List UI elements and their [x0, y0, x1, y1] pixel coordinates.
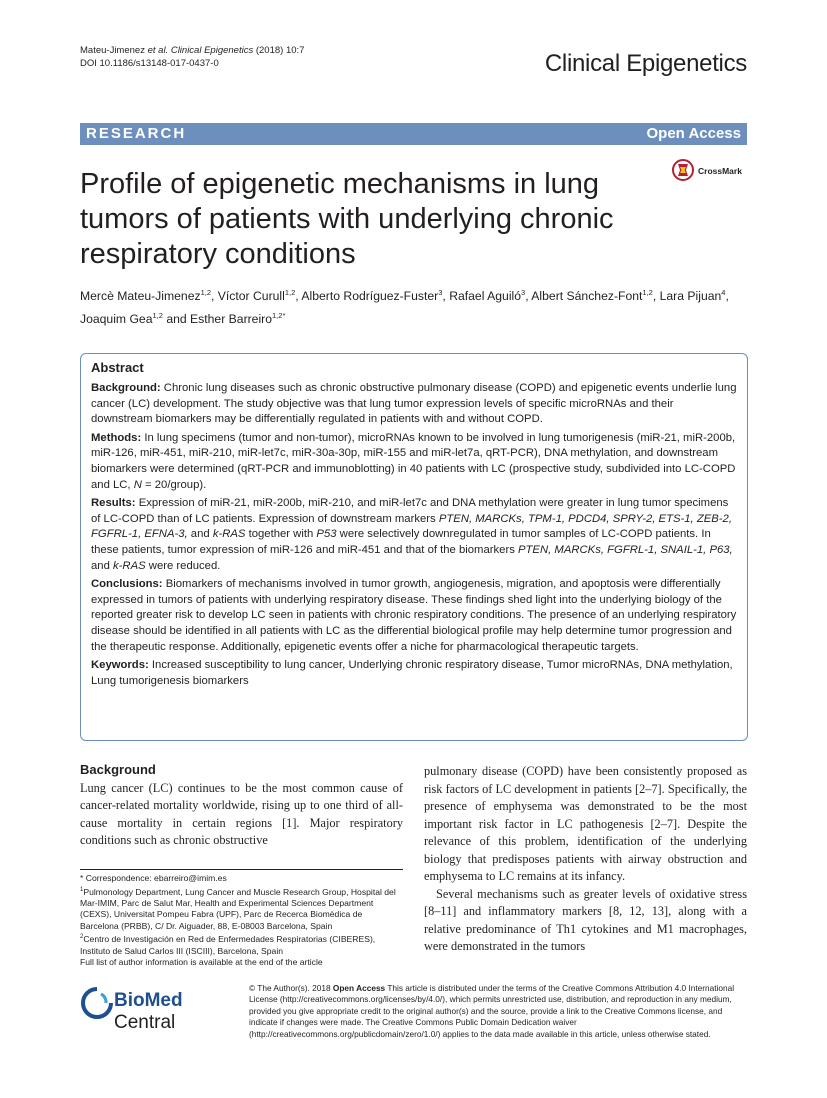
author-name[interactable]: Albert Sánchez-Font$^{1,2}$ [531, 288, 653, 304]
abstract-methods: Methods: In lung specimens (tumor and non-tumor), microRNAs known to be involved in lung tumorigenesis (miR-21, miR-200b, miR-126, miR-451, miR-210, miR-let7c, miR-30a-30p, miR-155 and miR-let7a, qRT-PCR), DNA methylation, and downstream biomarkers were determined (qRT-PCR and immunoblotting) in 40 patients with LC (prospective study, subdivided into LC-COPD and LC, N = 20/group). [91, 431, 736, 491]
author-affiliation: 1,2 [152, 311, 163, 321]
citation-line: Mateu-Jimenez et al. Clinical Epigenetics (2018) 10:7 [80, 45, 305, 56]
license-text: © The Author(s). 2018 Open Access This article is distributed under the terms of the Creative Commons Attribution 4.0 International License (http://creativecommons.org/licenses/by/4.0/), which permits unrestricted use, distribution, and reproduction in any medium, provided you give appropriate credit to the original author(s) and the source, provide a link to the Creative Commons license, and indicate if changes were made. The Creative Commons Public Domain Dedication waiver (http://creativecommons.org/publicdomain/zero/1.0/) applies to the data made available in this article, unless otherwise stated. [249, 983, 735, 1039]
author-name[interactable]: Rafael Aguiló$^3$ [449, 288, 526, 304]
body-paragraph: Lung cancer (LC) continues to be the most common cause of cancer-related mortality worldwide, rising up to one third of all-cause mortality in certain regions [1]. Major respiratory conditions such as chronic obstructive [80, 780, 403, 847]
body-left-column [80, 761, 403, 850]
crossmark-badge[interactable] [672, 158, 762, 186]
affiliation-2: $^2$Centro de Investigación en Red de Enfermedades Respiratorias (CIBERES), Instituto de Salud Carlos III (ISCIII), Barcelona, Spain [80, 934, 376, 956]
author-affiliation: 3 [438, 288, 443, 297]
biomed-central-logo [80, 986, 240, 1033]
body-paragraph: Several mechanisms such as greater levels of oxidative stress [8–11] and inflammatory markers [8, 12, 13], along with a relative predominance of Th1 cytokines and M1 macrophages, were demonstrated in the tumors [424, 886, 747, 953]
author-name[interactable]: Víctor Curull$^{1,2}$ [217, 288, 296, 304]
author-list: Mercè Mateu-Jimenez$^{1,2}$, Víctor Curull$^{1,2}$, Alberto Rodríguez-Fuster$^3$, Rafael Aguiló$^3$, Albert Sánchez-Font$^{1,2}$, Lara Pijuan$^4$, Joaquim Gea$^{1,2}$ and Esther Barreiro$^{1,2*}$ [80, 288, 729, 327]
abstract-background: Background: Chronic lung diseases such as chronic obstructive pulmonary disease (COPD) and epigenetic events underlie lung cancer (LC) development. The study objective was that lung tumor expression levels of specific microRNAs and their downstream biomarkers may be differentially regulated in patients with and without COPD. [91, 382, 737, 426]
doi[interactable]: DOI 10.1186/s13148-017-0437-0 [80, 58, 219, 69]
author-name[interactable]: Mercè Mateu-Jimenez$^{1,2}$ [80, 288, 211, 304]
abstract-results: Results: Expression of miR-21, miR-200b, miR-210, and miR-let7c and DNA methylation were greater in lung tumor specimens of LC-COPD than of LC patients. Expression of downstream markers PTEN, MARCKs, TPM-1, PDCD4, SPRY-2, ETS-1, ZEB-2, FGFRL-1, EFNA-3, and k-RAS together with P53 were selectively downregulated in tumor samples of LC-COPD patients. In these patients, tumor expression of miR-126 and miR-451 and that of the biomarkers PTEN, MARCKs, FGFRL-1, SNAIL-1, P63, and k-RAS were reduced. [91, 497, 733, 572]
citation-header [80, 44, 304, 70]
abstract-keywords: Keywords: Increased susceptibility to lung cancer, Underlying chronic respiratory disease, Tumor microRNAs, DNA methylation, Lung tumorigenesis biomarkers [91, 659, 733, 687]
author-affiliation: 1,2 [642, 288, 653, 297]
biomed-central-wordmark: BioMed Central [114, 990, 183, 1033]
section-label: RESEARCH [86, 125, 187, 142]
body-paragraph: pulmonary disease (COPD) have been consistently proposed as risk factors of LC development in patients [2–7]. Specifically, the presence of emphysema was demonstrated to be the most important risk factor in LC pathogenesis [2–7]. Despite the relevance of this problem, identification of the underlying biology that predisposes patients with airway obstruction and emphysema to LC remains at its infancy. [424, 764, 747, 883]
footnotes [80, 873, 403, 969]
abstract-heading: Abstract [91, 360, 144, 375]
abstract-conclusions: Conclusions: Biomarkers of mechanisms involved in tumor growth, angiogenesis, migration, and apoptosis were differentially expressed in tumors of patients with underlying respiratory disease. These findings shed light into the underlying biology of the reported greater risk to develop LC seen in patients with chronic respiratory conditions. The presence of an underlying respiratory disease should be identified in all patients with LC as the differential biological profile may help determine tumor progression and the therapeutic response. Additionally, epigenetic events offer a niche for pharmacological therapeutic targets. [91, 578, 737, 653]
author-affiliation: 4 [721, 288, 726, 297]
author-affiliation: 1,2* [272, 311, 286, 321]
footnote-divider [80, 869, 403, 870]
abstract-box [80, 353, 748, 741]
author-affiliation: 1,2 [284, 288, 296, 297]
article-title: Profile of epigenetic mechanisms in lung tumors of patients with underlying chronic respiratory conditions [80, 168, 614, 270]
open-access-label: Open Access [646, 125, 741, 142]
background-heading: Background [80, 762, 156, 777]
author-affiliation: 3 [521, 288, 526, 297]
author-name[interactable]: Joaquim Gea$^{1,2}$ [80, 311, 163, 327]
affiliation-1: $^1$Pulmonology Department, Lung Cancer and Muscle Research Group, Hospital del Mar-IMIM, Parc de Salut Mar, Health and Experimental Sciences Department (CEXS), Universitat Pompeu Fabra (UPF), Parc de Recerca Biomèdica de Barcelona (PRBB), C/ Dr. Aiguader, 88, E-08003 Barcelona, Spain [80, 886, 396, 931]
biomed-central-icon [80, 986, 114, 1020]
author-name[interactable]: Lara Pijuan$^4$ [659, 288, 726, 304]
journal-name: Clinical Epigenetics [544, 50, 747, 77]
crossmark-icon [672, 158, 694, 182]
full-list-note: Full list of author information is available at the end of the article [80, 957, 323, 968]
author-name[interactable]: Alberto Rodríguez-Fuster$^3$ [301, 288, 443, 304]
author-name[interactable]: Esther Barreiro$^{1,2*}$ [190, 311, 286, 327]
crossmark-label: CrossMark [698, 166, 742, 176]
body-right-column [424, 763, 747, 956]
correspondence: * Correspondence: ebarreiro@imim.es [80, 873, 227, 883]
section-banner [80, 123, 747, 145]
author-affiliation: 1,2 [200, 288, 211, 297]
